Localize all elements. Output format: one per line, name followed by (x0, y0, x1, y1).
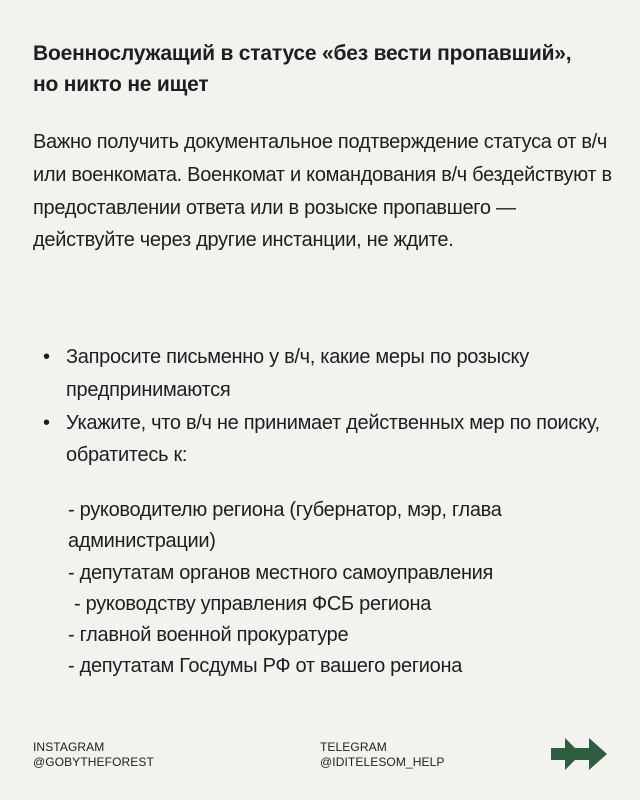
telegram-link[interactable] (320, 740, 444, 770)
card-title: Военнослужащий в статусе «без вести пропавший», но никто не ищет (33, 42, 572, 96)
arrow-right-shape (575, 738, 607, 770)
recipient-item: - руководителю региона (губернатор, мэр, глава администрации) (68, 499, 502, 553)
bullet-icon: • (43, 411, 50, 434)
list-item (33, 407, 603, 473)
recipient-item: - главной военной прокуратуре (68, 624, 349, 647)
list-item (33, 341, 603, 407)
bullet-list (33, 341, 603, 472)
telegram-handle: @IDITELESOM_HELP (320, 755, 445, 769)
bullet-text: Укажите, что в/ч не принимает действенных мер по поиску, обратитесь к: (66, 411, 600, 467)
bullet-text: Запросите письменно у в/ч, какие меры по розыску предпринимаются (66, 346, 529, 401)
recipient-item: - депутатам органов местного самоуправления (68, 561, 494, 584)
bullet-icon: • (43, 346, 50, 368)
double-arrow-right-icon[interactable] (551, 735, 609, 773)
recipient-list (68, 495, 608, 683)
recipient-item: - руководству управления ФСБ региона (74, 592, 432, 615)
recipient-item: - депутатам Госдумы РФ от вашего региона (68, 655, 463, 678)
instagram-handle: @GOBYTHEFOREST (33, 755, 154, 769)
instagram-link[interactable] (33, 740, 154, 770)
instagram-label: INSTAGRAM (33, 740, 105, 754)
telegram-label: TELEGRAM (320, 740, 387, 754)
intro-text: Важно получить документальное подтверждение статуса от в/ч или военкомата. Военкомат и командования в/ч бездействуют в предоставлении ответа или в розыске пропавшего — действуйте через другие инстанции, не ждите. (33, 131, 612, 252)
